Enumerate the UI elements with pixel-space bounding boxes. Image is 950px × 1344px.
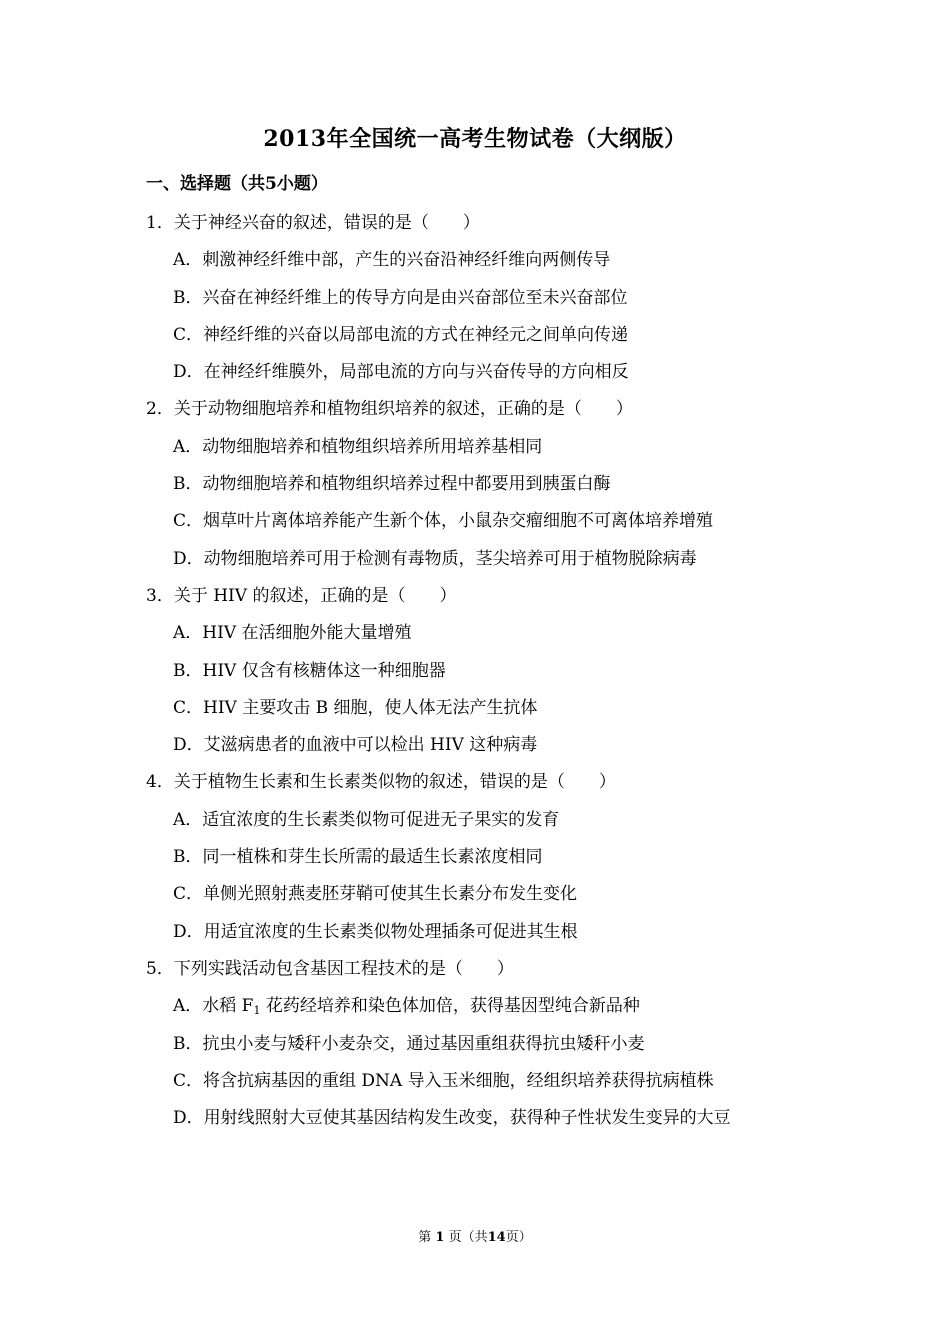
option-text: 动物细胞培养可用于检测有毒物质，茎尖培养可用于植物脱除病毒	[203, 548, 697, 569]
option-b	[146, 1026, 846, 1063]
option-text: 动物细胞培养和植物组织培养所用培养基相同	[202, 436, 543, 457]
question-list	[146, 205, 846, 1137]
option-a	[146, 242, 846, 279]
option-text-after: 花药经培养和染色体加倍，获得基因型纯合新品种	[260, 996, 640, 1017]
question-5	[146, 951, 846, 1137]
option-letter: D ．	[173, 549, 204, 569]
option-text: 适宜浓度的生长素类似物可促进无子果实的发育	[202, 809, 560, 830]
option-a	[146, 429, 846, 466]
option-text: 单侧光照射燕麦胚芽鞘可使其生长素分布发生变化	[203, 884, 578, 905]
question-stem	[146, 205, 846, 242]
question-text: 关于植物生长素和生长素类似物的叙述，错误的是（ ）	[173, 772, 616, 793]
option-letter: B ．	[173, 288, 203, 308]
option-letter: D ．	[173, 362, 204, 382]
option-text: 抗虫小麦与矮秆小麦杂交，通过基因重组获得抗虫矮秆小麦	[202, 1033, 645, 1054]
question-number: 1 ．	[146, 213, 174, 233]
option-letter: C ．	[173, 1071, 203, 1091]
option-letter: D ．	[173, 735, 204, 755]
question-4	[146, 764, 846, 950]
option-letter: C ．	[173, 698, 203, 718]
option-letter: D ．	[173, 922, 204, 942]
option-letter: A ．	[173, 437, 202, 457]
subscript: 1	[253, 1004, 261, 1018]
option-text: HIV 仅含有核糖体这一种细胞器	[202, 660, 446, 681]
footer-suffix: 页）	[505, 1230, 532, 1245]
question-3	[146, 578, 846, 764]
option-d	[146, 1100, 846, 1137]
footer-total-pages: 14	[487, 1230, 506, 1245]
option-letter: B ．	[173, 847, 203, 867]
question-stem	[146, 578, 846, 615]
option-a	[146, 802, 846, 839]
option-d	[146, 727, 846, 764]
option-text: 用射线照射大豆使其基因结构发生改变，获得种子性状发生变异的大豆	[203, 1108, 731, 1129]
exam-title: 2013年全国统一高考生物试卷（大纲版）	[263, 126, 687, 152]
option-text: 烟草叶片离体培养能产生新个体，小鼠杂交瘤细胞不可离体培养增殖	[203, 511, 714, 532]
option-letter: B ．	[173, 661, 203, 681]
option-text: 用适宜浓度的生长素类似物处理插条可促进其生根	[203, 921, 578, 942]
question-text: 关于动物细胞培养和植物组织培养的叙述，正确的是（ ）	[173, 399, 633, 420]
question-stem	[146, 951, 846, 988]
option-text-before: 水稻 F	[202, 996, 254, 1017]
question-number: 4 ．	[146, 772, 174, 792]
option-text: 神经纤维的兴奋以局部电流的方式在神经元之间单向传递	[203, 324, 629, 345]
question-stem	[146, 391, 846, 428]
option-b	[146, 653, 846, 690]
option-text: 动物细胞培养和植物组织培养过程中都要用到胰蛋白酶	[202, 474, 611, 495]
option-c	[146, 503, 846, 540]
page-footer	[0, 1228, 950, 1248]
question-1	[146, 205, 846, 391]
option-text: HIV 在活细胞外能大量增殖	[202, 623, 412, 644]
option-text: 同一植株和芽生长所需的最适生长素浓度相同	[202, 847, 543, 868]
option-letter: B ．	[173, 474, 203, 494]
option-text: 将含抗病基因的重组 DNA 导入玉米细胞，经组织培养获得抗病植株	[203, 1070, 714, 1091]
option-letter: C ．	[173, 884, 203, 904]
option-letter: B ．	[173, 1034, 203, 1054]
question-text: 关于神经兴奋的叙述，错误的是（ ）	[173, 213, 480, 233]
option-b	[146, 280, 846, 317]
option-letter: A ．	[173, 996, 202, 1016]
option-b	[146, 466, 846, 503]
option-c	[146, 876, 846, 913]
question-number: 5 ．	[146, 959, 174, 979]
section-heading: 一、选择题（共5小题）	[146, 174, 328, 194]
question-number: 2 ．	[146, 399, 174, 419]
option-letter: A ．	[173, 250, 202, 270]
option-letter: A ．	[173, 623, 202, 643]
question-number: 3 ．	[146, 586, 174, 606]
footer-middle: 页（共	[448, 1230, 488, 1245]
option-letter: C ．	[173, 325, 203, 345]
option-d	[146, 354, 846, 391]
option-text: 刺激神经纤维中部，产生的兴奋沿神经纤维向两侧传导	[202, 250, 611, 271]
option-letter: C ．	[173, 511, 203, 531]
question-2	[146, 391, 846, 577]
footer-prefix: 第	[418, 1230, 432, 1245]
option-c	[146, 1063, 846, 1100]
option-b	[146, 839, 846, 876]
option-d	[146, 541, 846, 578]
option-a	[146, 988, 846, 1025]
option-text: 兴奋在神经纤维上的传导方向是由兴奋部位至未兴奋部位	[202, 287, 628, 308]
option-letter: D ．	[173, 1108, 204, 1128]
option-text: HIV 主要攻击 B 细胞，使人体无法产生抗体	[203, 697, 538, 718]
footer-page-number: 1	[435, 1230, 445, 1245]
option-text: 艾滋病患者的血液中可以检出 HIV 这种病毒	[203, 735, 538, 756]
option-c	[146, 317, 846, 354]
option-text: 在神经纤维膜外，局部电流的方向与兴奋传导的方向相反	[203, 362, 629, 383]
option-a	[146, 615, 846, 652]
question-text: 关于 HIV 的叙述，正确的是（ ）	[173, 585, 457, 606]
option-c	[146, 690, 846, 727]
option-letter: A ．	[173, 810, 202, 830]
option-d	[146, 914, 846, 951]
question-text: 下列实践活动包含基因工程技术的是（ ）	[173, 958, 514, 979]
question-stem	[146, 764, 846, 801]
